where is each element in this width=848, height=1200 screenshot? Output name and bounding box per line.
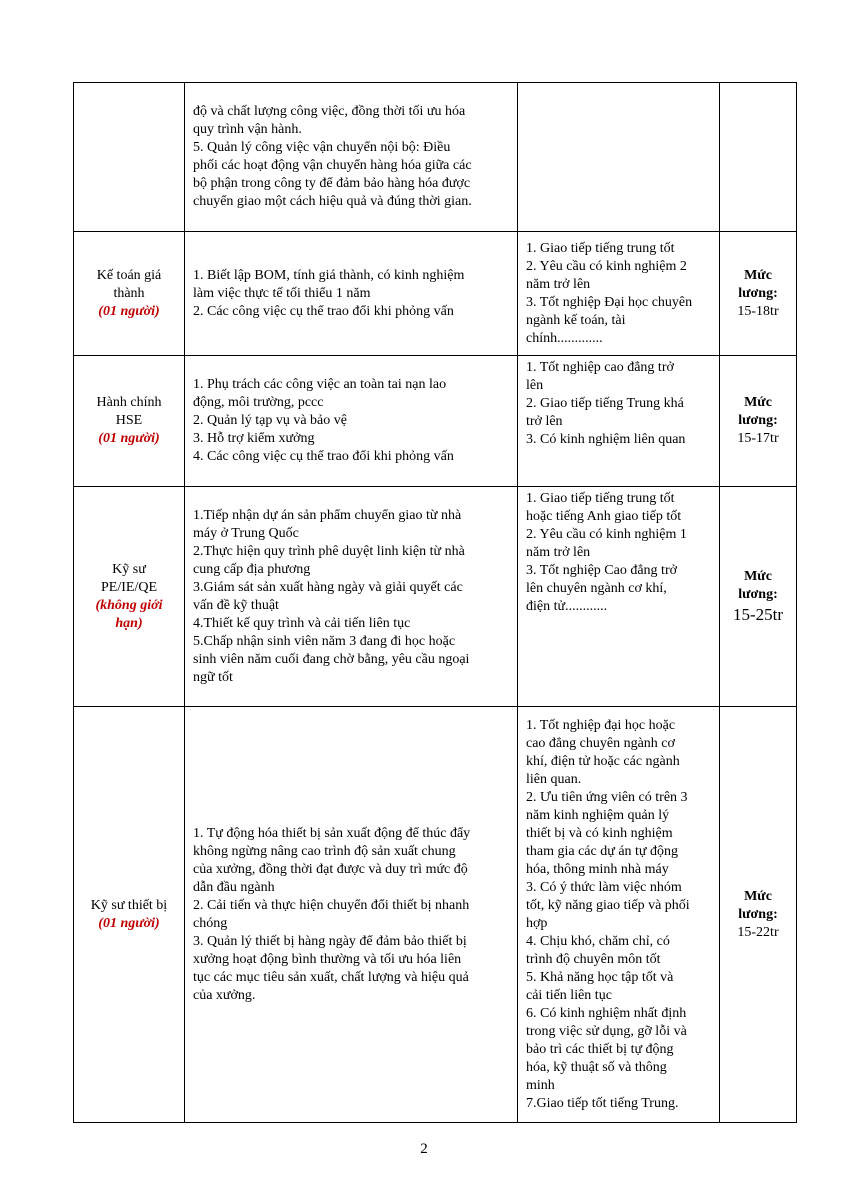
position-cell [74, 707, 185, 1123]
duty-line: 3.Giám sát sản xuất hàng ngày và giải quyết các [193, 579, 463, 595]
salary-label: lương: [738, 413, 778, 428]
duty-line: bộ phận trong công ty để đảm bảo hàng hóa được [193, 176, 471, 191]
duty-line: 2. Các công việc cụ thể trao đổi khi phỏng vấn [193, 303, 454, 319]
duty-line: 3. Hỗ trợ kiểm xưởng [193, 431, 315, 446]
duty-line: động, môi trường, pccc [193, 395, 324, 410]
requirement-line: bảo trì các thiết bị tự động [526, 1041, 674, 1057]
salary-cell [720, 232, 797, 356]
table-row [74, 356, 797, 487]
requirement-line: 3. Có ý thức làm việc nhóm [526, 879, 682, 895]
duty-line: không ngừng nâng cao trình độ sản xuất chung [193, 843, 456, 859]
requirement-line: 4. Chịu khó, chăm chỉ, có [526, 933, 670, 949]
duty-line: 4.Thiết kế quy trình và cải tiến liên tục [193, 615, 411, 631]
salary-label: Mức [744, 395, 772, 410]
requirement-line: hóa, thông minh nhà máy [526, 861, 669, 877]
requirement-line: 3. Có kinh nghiệm liên quan [526, 432, 686, 447]
salary-cell-empty [720, 83, 797, 232]
salary-cell [720, 487, 797, 707]
requirement-line: cải tiến liên tục [526, 987, 612, 1003]
requirement-line: 1. Tốt nghiệp cao đẳng trở [526, 360, 674, 375]
requirement-line: 1. Giao tiếp tiếng trung tốt [526, 491, 675, 506]
requirement-line: hóa, kỹ thuật số và thông [526, 1059, 667, 1075]
headcount: (không giới hạn) [95, 597, 163, 631]
requirement-line: lên [526, 378, 544, 393]
duties-cell [185, 232, 518, 356]
headcount: (01 người) [98, 915, 160, 931]
duty-line: của xưởng. [193, 987, 256, 1003]
salary-cell [720, 707, 797, 1123]
duty-line: 3. Quản lý thiết bị hàng ngày để đảm bảo thiết bị [193, 933, 467, 949]
table-row [74, 707, 797, 1123]
salary-label: Mức [744, 568, 772, 584]
requirement-line: 2. Giao tiếp tiếng Trung khá [526, 396, 684, 411]
salary-value: 15-17tr [737, 431, 779, 446]
duty-line: quy trình vận hành. [193, 122, 302, 137]
duty-line: 4. Các công việc cụ thể trao đổi khi phỏng vấn [193, 449, 454, 464]
duty-line: dẫn đầu ngành [193, 879, 275, 895]
salary-label: Mức [744, 888, 772, 904]
table-row [74, 487, 797, 707]
job-table [73, 82, 797, 1123]
salary-value: 15-22tr [737, 924, 779, 940]
requirements-cell [518, 707, 720, 1123]
requirement-line: thiết bị và có kinh nghiệm [526, 825, 673, 841]
duty-line: độ và chất lượng công việc, đồng thời tối ưu hóa [193, 104, 466, 119]
duty-line: vấn đề kỹ thuật [193, 597, 279, 613]
duty-line: chóng [193, 915, 228, 931]
position-cell [74, 487, 185, 707]
duty-line: xưởng hoạt động bình thường và tối ưu hóa liên [193, 951, 462, 967]
requirement-line: minh [526, 1077, 555, 1093]
position-cell [74, 232, 185, 356]
duty-line: chuyển giao một cách hiệu quả và đúng thời gian. [193, 194, 472, 209]
requirements-cell-empty [518, 83, 720, 232]
duty-line: của xưởng, đồng thời đạt được và duy trì mức độ [193, 861, 468, 877]
duty-line: phối các hoạt động vận chuyển hàng hóa giữa các [193, 158, 472, 173]
duty-line: 2.Thực hiện quy trình phê duyệt linh kiện từ nhà [193, 543, 465, 559]
duties-cell [185, 356, 518, 487]
requirements-cell [518, 232, 720, 356]
salary-value: 15-25tr [732, 604, 784, 624]
requirement-line: trong việc sử dụng, gỡ lỗi và [526, 1023, 687, 1039]
position-title: HSE [115, 413, 143, 428]
position-title: PE/IE/QE [101, 579, 157, 595]
salary-label: lương: [738, 906, 778, 922]
salary-label: Mức [744, 267, 772, 283]
duty-line: ngữ tốt [193, 669, 233, 685]
requirement-line: 1. Giao tiếp tiếng trung tốt [526, 240, 675, 256]
requirement-line: lên chuyên ngành cơ khí, [526, 581, 667, 596]
headcount: (01 người) [98, 303, 160, 319]
requirement-line: hợp [526, 915, 548, 931]
duty-line: sinh viên năm cuối đang chờ bằng, yêu cầu ngoại [193, 651, 470, 667]
duty-line: 5.Chấp nhận sinh viên năm 3 đang đi học hoặc [193, 633, 456, 649]
duty-line: làm việc thực tế tối thiểu 1 năm [193, 285, 371, 301]
duty-line: 5. Quản lý công việc vận chuyển nội bộ: Điều [193, 140, 451, 155]
requirements-cell [518, 487, 720, 707]
position-cell [74, 356, 185, 487]
requirement-line: tốt, kỹ năng giao tiếp và phối [526, 897, 690, 913]
page-number: 2 [420, 1141, 428, 1157]
salary-value: 15-18tr [737, 303, 779, 319]
requirement-line: 1. Tốt nghiệp đại học hoặc [526, 717, 676, 733]
requirement-line: cao đẳng chuyên ngành cơ [526, 735, 675, 751]
duties-cell [185, 83, 518, 232]
requirement-line: liên quan. [526, 771, 582, 787]
requirement-line: khí, điện tử hoặc các ngành [526, 753, 680, 769]
requirement-line: chính............. [526, 330, 603, 346]
duty-line: 1. Tự động hóa thiết bị sản xuất động để thúc đẩy [193, 825, 471, 841]
requirement-line: tham gia các dự án tự động [526, 843, 679, 859]
duty-line: tục các mục tiêu sản xuất, chất lượng và hiệu quả [193, 969, 469, 985]
duty-line: máy ở Trung Quốc [193, 525, 299, 541]
headcount: (01 người) [98, 431, 160, 446]
requirement-line: hoặc tiếng Anh giao tiếp tốt [526, 509, 682, 524]
duty-line: 1. Phụ trách các công việc an toàn tai nạn lao [193, 377, 447, 392]
requirement-line: 3. Tốt nghiệp Cao đẳng trở [526, 563, 678, 578]
salary-cell [720, 356, 797, 487]
duty-line: 2. Cải tiến và thực hiện chuyển đổi thiết bị nhanh [193, 897, 470, 913]
requirement-line: 7.Giao tiếp tốt tiếng Trung. [526, 1095, 679, 1111]
position-title: thành [113, 285, 145, 301]
requirement-line: 6. Có kinh nghiệm nhất định [526, 1005, 687, 1021]
requirement-line: 5. Khả năng học tập tốt và [526, 969, 674, 985]
position-title: Hành chính [96, 395, 162, 410]
duty-line: 1. Biết lập BOM, tính giá thành, có kinh nghiệm [193, 267, 465, 283]
duty-line: cung cấp địa phương [193, 561, 311, 577]
salary-label: lương: [738, 586, 778, 602]
requirements-cell [518, 356, 720, 487]
duty-line: 2. Quản lý tạp vụ và bảo vệ [193, 413, 347, 428]
requirement-line: ngành kế toán, tài [526, 312, 626, 328]
requirement-line: 2. Yêu cầu có kinh nghiệm 1 [526, 527, 687, 542]
duties-cell [185, 707, 518, 1123]
table-row [74, 232, 797, 356]
duty-line: 1.Tiếp nhận dự án sản phẩm chuyển giao từ nhà [193, 507, 462, 523]
requirement-line: 3. Tốt nghiệp Đại học chuyên [526, 294, 693, 310]
position-cell-empty [74, 83, 185, 232]
requirement-line: năm kinh nghiệm quản lý [526, 807, 670, 823]
requirement-line: 2. Ưu tiên ứng viên có trên 3 [526, 789, 688, 805]
requirement-line: trở lên [526, 414, 563, 429]
requirement-line: điện tử............ [526, 599, 608, 614]
requirement-line: trình độ chuyên môn tốt [526, 951, 661, 967]
position-title: Kỹ sư [112, 561, 146, 577]
position-title: Kế toán giá [96, 267, 162, 283]
requirement-line: 2. Yêu cầu có kinh nghiệm 2 [526, 258, 687, 274]
position-title: Kỹ sư thiết bị [90, 897, 168, 913]
table-row-continuation [74, 83, 797, 232]
requirement-line: năm trở lên [526, 545, 591, 560]
salary-label: lương: [738, 285, 778, 301]
duties-cell [185, 487, 518, 707]
requirement-line: năm trở lên [526, 276, 591, 292]
